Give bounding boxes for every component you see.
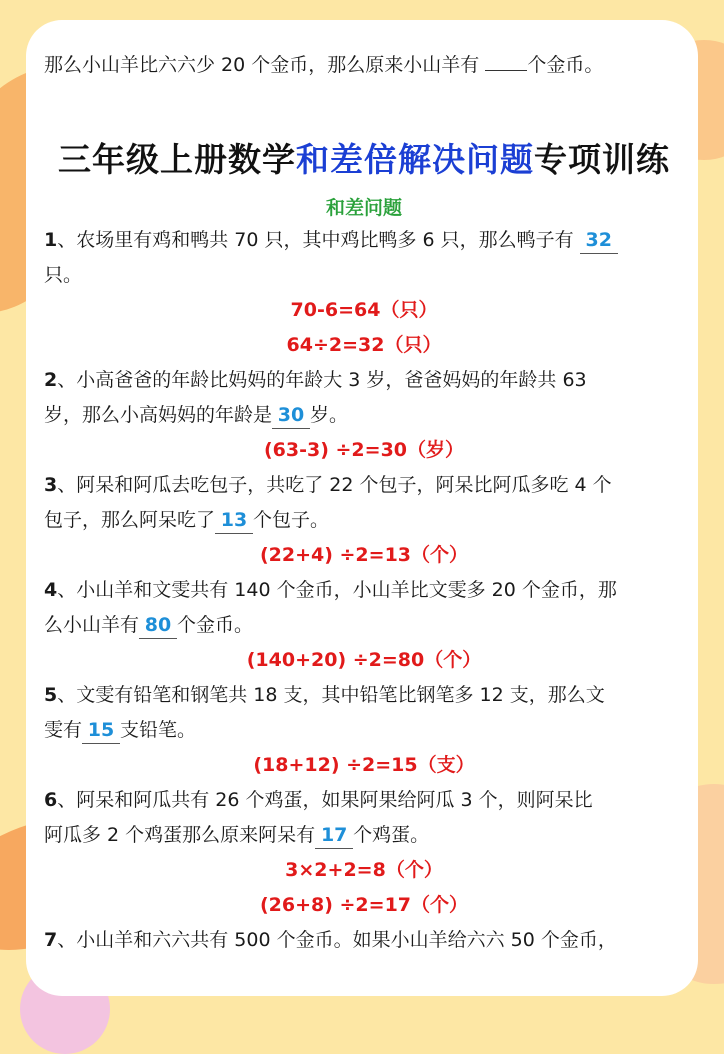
problem-text: 个鸡蛋。 — [353, 824, 430, 846]
problem-3 — [44, 468, 684, 573]
problem-line — [44, 223, 684, 258]
problem-line — [44, 678, 684, 713]
problem-number: 5 — [44, 684, 58, 706]
problem-line — [44, 363, 684, 398]
problem-2 — [44, 363, 684, 468]
problem-number: 7 — [44, 929, 58, 951]
section-title: 和差问题 — [325, 197, 402, 219]
solution-line: (63-3) ÷2=30（岁） — [263, 439, 465, 461]
title-highlight: 和差倍解决问题 — [296, 140, 534, 179]
answer-blank[interactable] — [485, 50, 527, 71]
problem-line — [44, 713, 684, 748]
problem-text: 岁，那么小高妈妈的年龄是 — [44, 404, 273, 426]
problem-text: 、阿呆和阿瓜去吃包子，共吃了 22 个包子，阿呆比阿瓜多吃 4 个 — [57, 474, 612, 496]
problem-line — [44, 818, 684, 853]
problem-text: 岁。 — [310, 404, 349, 426]
problem-line — [44, 468, 684, 503]
problem-text: 、小山羊和文雯共有 140 个金币，小山羊比文雯多 20 个金币，那 — [57, 579, 617, 601]
problem-7 — [44, 923, 684, 958]
title-part1: 三年级上册数学 — [58, 140, 296, 179]
problem-text: 雯有 — [44, 719, 83, 741]
solution-line: (140+20) ÷2=80（个） — [246, 649, 482, 671]
answer-value: 32 — [580, 227, 618, 254]
problem-5 — [44, 678, 684, 783]
problem-line — [44, 573, 684, 608]
problem-line — [44, 783, 684, 818]
top-line-text-end: 个金币。 — [527, 54, 604, 76]
title-part2: 专项训练 — [534, 140, 670, 179]
problem-text: 、阿呆和阿瓜共有 26 个鸡蛋，如果阿果给阿瓜 3 个，则阿呆比 — [57, 789, 593, 811]
problem-line — [44, 398, 684, 433]
problem-text: 支铅笔。 — [120, 719, 197, 741]
top-line — [44, 48, 684, 83]
problem-text: 、文雯有铅笔和钢笔共 18 支，其中铅笔比钢笔多 12 支，那么文 — [57, 684, 605, 706]
problem-number: 2 — [44, 369, 58, 391]
problem-line — [44, 923, 684, 958]
problem-text: 、农场里有鸡和鸭共 70 只，其中鸡比鸭多 6 只，那么鸭子有 — [57, 229, 574, 251]
problem-line — [44, 503, 684, 538]
page-title — [44, 135, 684, 185]
problem-text: 个金币。 — [177, 614, 254, 636]
answer-value: 13 — [215, 507, 253, 534]
problem-text: 包子，那么阿呆吃了 — [44, 509, 216, 531]
answer-value: 80 — [139, 612, 177, 639]
problem-1 — [44, 223, 684, 363]
problem-text: 、小高爸爸的年龄比妈妈的年龄大 3 岁，爸爸妈妈的年龄共 63 — [57, 369, 587, 391]
problem-number: 1 — [44, 229, 58, 251]
solution-line: (26+8) ÷2=17（个） — [259, 894, 469, 916]
solution-line: 3×2+2=8（个） — [285, 859, 443, 881]
answer-value: 17 — [315, 822, 353, 849]
top-line-text: 那么小山羊比六六少 20 个金币，那么原来小山羊有 — [44, 54, 480, 76]
problem-line: 只。 — [44, 264, 83, 286]
solution-line: (22+4) ÷2=13（个） — [259, 544, 469, 566]
problem-number: 3 — [44, 474, 58, 496]
answer-value: 30 — [272, 402, 310, 429]
solution-line: 70-6=64（只） — [290, 299, 438, 321]
problem-text: 么小山羊有 — [44, 614, 140, 636]
problem-number: 6 — [44, 789, 58, 811]
problem-text: 阿瓜多 2 个鸡蛋那么原来阿呆有 — [44, 824, 316, 846]
problem-text: 个包子。 — [253, 509, 330, 531]
problem-text: 、小山羊和六六共有 500 个金币。如果小山羊给六六 50 个金币， — [57, 929, 617, 951]
problem-4 — [44, 573, 684, 678]
worksheet-card — [26, 20, 698, 996]
problem-number: 4 — [44, 579, 58, 601]
problem-line — [44, 608, 684, 643]
problem-6 — [44, 783, 684, 923]
worksheet-content — [44, 20, 684, 958]
solution-line: (18+12) ÷2=15（支） — [253, 754, 475, 776]
answer-value: 15 — [82, 717, 120, 744]
solution-line: 64÷2=32（只） — [286, 334, 442, 356]
